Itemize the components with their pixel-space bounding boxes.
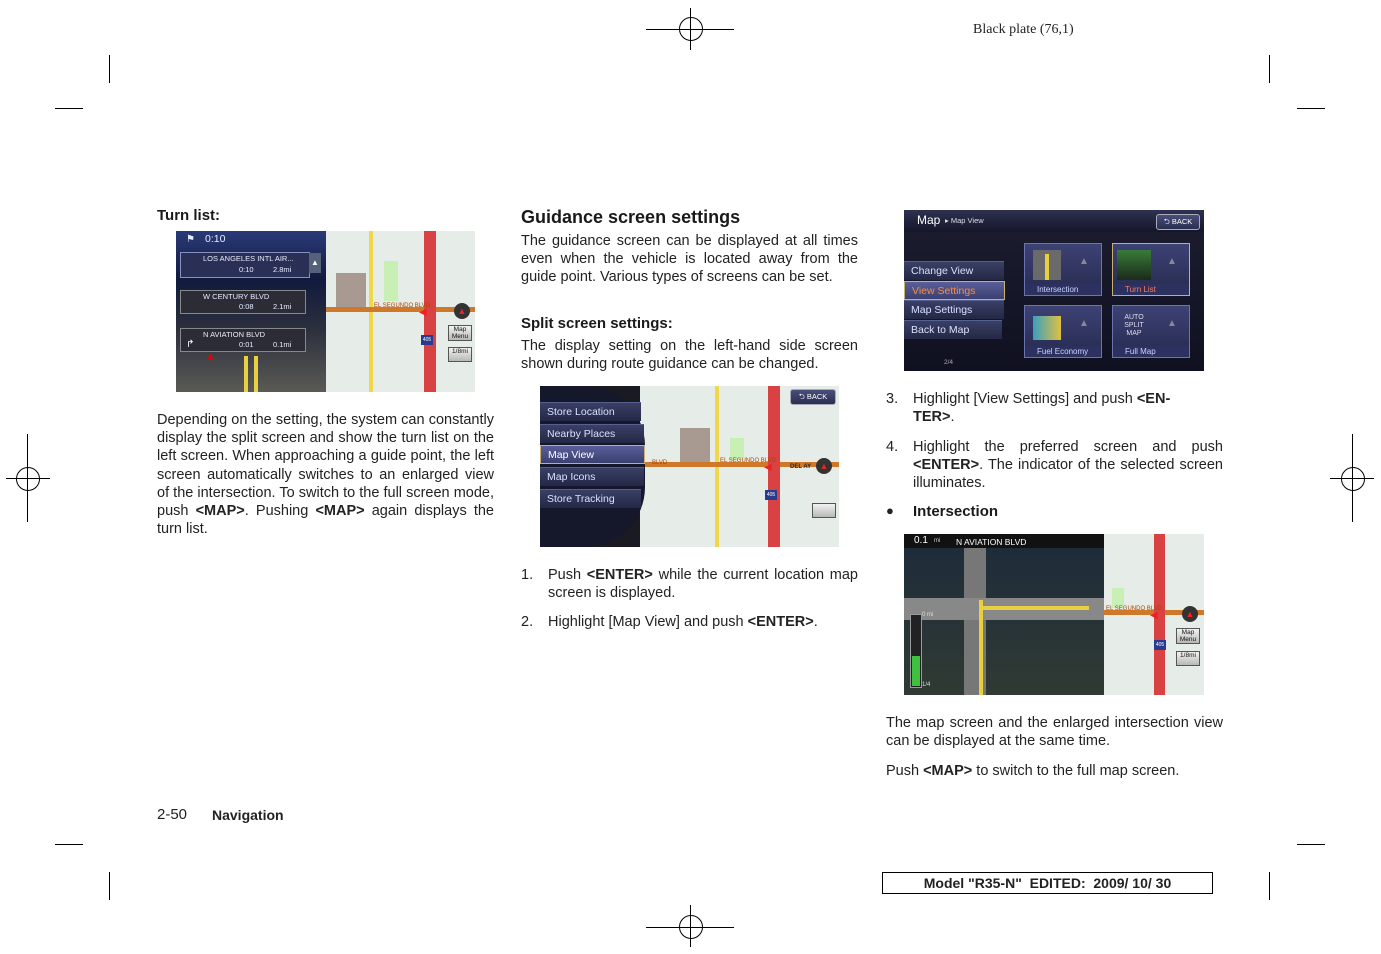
step-number: 3. (886, 391, 899, 407)
compass-icon: ▲ (1167, 318, 1177, 329)
crop-mark (1269, 872, 1270, 900)
crop-mark (55, 844, 83, 845)
turn-arrow-icon: ↱ (186, 339, 195, 350)
menu-item-store-location[interactable]: Store Location (540, 402, 641, 421)
distance-bar (910, 614, 922, 688)
fuel-economy-thumbnail (1033, 316, 1061, 340)
vehicle-icon: ▲ (206, 351, 215, 361)
turn-list-screenshot (176, 231, 475, 392)
auto-split-label: AUTO SPLIT MAP (1124, 314, 1144, 337)
vehicle-icon: ◀ (764, 462, 772, 473)
road-label: EL SEGUNDO BLVD (720, 458, 777, 464)
compass-icon[interactable]: ▲ (1182, 606, 1198, 622)
turn-row-name: W CENTURY BLVD (203, 292, 270, 301)
map-menu-button[interactable]: Map Menu (1176, 628, 1200, 644)
step-3 (886, 390, 1223, 430)
step-text: Highlight the preferred screen and push <ENTER>. The indicator of the selected screen illuminates. (913, 439, 1223, 492)
compass-icon: ▲ (1079, 318, 1089, 329)
scale-button[interactable]: 1/8mi (448, 347, 472, 362)
guidance-heading: Guidance screen settings (521, 207, 741, 227)
tile-label: Turn List (1113, 284, 1189, 295)
total-time: 0:10 (205, 233, 226, 245)
page-indicator: 2/4 (944, 359, 954, 366)
back-icon: ⮌ (798, 392, 805, 401)
screen-subtitle: Map View (950, 216, 984, 225)
tile-label: Full Map (1113, 346, 1189, 357)
registration-mark (16, 467, 40, 491)
distance-unit: mi (934, 538, 941, 544)
edit-info (882, 872, 1213, 894)
map-area[interactable] (640, 386, 839, 547)
registration-mark (679, 17, 703, 41)
back-label: BACK (1171, 217, 1193, 226)
map-area[interactable] (326, 231, 475, 392)
step-text: Highlight [View Settings] and push <EN- TER>. (913, 391, 1171, 426)
compass-icon: ▲ (1167, 256, 1177, 267)
tile-label: Intersection (1025, 284, 1101, 295)
turn-list-paragraph: Depending on the setting, the system can constantly display the split screen and show the turn list on the left screen. When approaching a guide point, the left screen automatically switches to an enlarged view of the intersection. To switch to the full screen mode, push <MAP>. Pushing <MAP> again displays the turn list. (157, 412, 494, 538)
tile-intersection[interactable] (1024, 243, 1102, 296)
intersection-screenshot (904, 534, 1204, 695)
scroll-up-icon[interactable]: ▲ (309, 253, 321, 273)
step-2 (521, 613, 858, 633)
step-number: 4. (886, 439, 899, 455)
intersection-thumbnail (1033, 250, 1061, 280)
turn-list-heading: Turn list: (157, 207, 221, 224)
map-area[interactable] (1104, 534, 1204, 695)
menu-item-change-view[interactable]: Change View (904, 261, 1004, 280)
interstate-shield: 405 (422, 337, 432, 343)
step-4 (886, 438, 1223, 494)
crop-mark (55, 108, 83, 109)
menu-item-view-settings[interactable]: View Settings (904, 281, 1005, 300)
tile-label: Fuel Economy (1025, 346, 1101, 357)
tile-fuel-economy[interactable] (1024, 305, 1102, 358)
step-text: Push <ENTER> while the current location map screen is displayed. (548, 567, 858, 602)
intersection-paragraph: The map screen and the enlarged intersection view can be displayed at the same time. (886, 715, 1223, 750)
park-area (730, 438, 744, 460)
route-arrow (979, 606, 1089, 610)
step-text: Highlight [Map View] and push <ENTER>. (548, 614, 818, 630)
registration-mark (1341, 467, 1365, 491)
tile-turn-list[interactable] (1112, 243, 1190, 296)
vehicle-icon: ◀ (419, 307, 427, 318)
split-screen-heading: Split screen settings: (521, 315, 673, 332)
scale-button[interactable] (812, 503, 836, 518)
vehicle-icon: ◀ (1150, 610, 1158, 621)
menu-item-map-icons[interactable]: Map Icons (540, 467, 644, 486)
distance-value: 0.1 (914, 535, 928, 546)
turn-list-panel (176, 231, 326, 392)
flag-icon: ⚑ (186, 234, 195, 245)
map-view-screenshot (904, 210, 1204, 371)
breadcrumb: ▸ Map View (945, 216, 984, 225)
full-map-paragraph: Push <MAP> to switch to the full map screen. (886, 763, 1180, 779)
interstate-shield: 405 (766, 492, 776, 498)
tile-full-map[interactable] (1112, 305, 1190, 358)
bullet-icon: ● (886, 503, 894, 518)
building (680, 428, 710, 466)
intersection-heading: Intersection (913, 503, 999, 520)
split-screen-intro: The display setting on the left-hand side screen shown during route guidance can be changed. (521, 338, 858, 373)
distance-bottom: 1/4 (922, 682, 931, 688)
menu-item-store-tracking[interactable]: Store Tracking (540, 489, 641, 508)
road-lane (244, 356, 248, 392)
edit-date: " EDITED: 2009/ 10/ 30 (1015, 875, 1172, 891)
street-bar (904, 534, 1104, 548)
turn-row-name: LOS ANGELES INTL AIR... (203, 254, 294, 263)
turn-row-dist: 2.8mi (273, 265, 292, 274)
road-label: EL SEGUNDO BLVD (1106, 606, 1163, 612)
back-button[interactable] (1156, 214, 1200, 230)
plate-label: Black plate (76,1) (973, 22, 1074, 37)
scale-button[interactable]: 1/8mi (1176, 651, 1200, 666)
map-menu-screenshot (540, 386, 839, 547)
menu-item-map-settings[interactable]: Map Settings (904, 300, 1004, 319)
map-menu-button[interactable]: Map Menu (448, 325, 472, 341)
road-label: EL SEGUNDO BLVD (374, 303, 431, 309)
menu-item-map-view[interactable]: Map View (540, 445, 645, 464)
park-area (1112, 588, 1124, 608)
step-1 (521, 566, 858, 606)
page-number: 2-50 (157, 806, 188, 823)
section-name: Navigation (212, 807, 284, 823)
crop-mark (109, 55, 110, 83)
compass-icon[interactable]: ▲ (816, 458, 832, 474)
crop-mark (109, 872, 110, 900)
turn-row[interactable] (180, 328, 306, 352)
turn-row-time: 0:10 (239, 265, 254, 274)
compass-icon: ▲ (1079, 256, 1089, 267)
road-label: BLVD (652, 460, 668, 466)
street-label: DEL AY (790, 464, 812, 470)
registration-mark (679, 915, 703, 939)
crop-mark (1297, 844, 1325, 845)
screen-title: Map (917, 213, 941, 227)
model-prefix: Model " (923, 875, 975, 891)
back-button[interactable] (790, 389, 836, 405)
route-arrow (979, 600, 983, 695)
building (336, 273, 366, 311)
back-icon: ⮌ (1163, 217, 1170, 226)
step-number: 2. (521, 614, 534, 630)
turn-row-time: 0:01 (239, 340, 254, 349)
turn-row[interactable] (180, 252, 310, 278)
distance-top: 0 mi (922, 612, 934, 618)
guidance-intro: The guidance screen can be displayed at all times even when the vehicle is located away from the guide point. Various types of screens can be set. (521, 233, 858, 286)
turn-list-thumbnail (1117, 250, 1151, 280)
street-name: N AVIATION BLVD (956, 537, 1027, 547)
turn-row-time: 0:08 (239, 302, 254, 311)
model-code: R35-N (974, 875, 1016, 891)
turn-row[interactable] (180, 290, 306, 314)
interstate-shield: 405 (1155, 642, 1165, 648)
crop-mark (1269, 55, 1270, 83)
compass-icon[interactable]: ▲ (454, 303, 470, 319)
step-number: 1. (521, 567, 534, 583)
back-label: BACK (806, 392, 828, 401)
menu-item-back-to-map[interactable]: Back to Map (904, 320, 1002, 339)
park-area (384, 261, 398, 301)
road-lane (254, 356, 258, 392)
turn-row-dist: 2.1mi (273, 302, 292, 311)
intersection-view (904, 548, 1104, 695)
turn-row-name: N AVIATION BLVD (203, 330, 266, 339)
title-bar (904, 210, 1204, 232)
menu-item-nearby-places[interactable]: Nearby Places (540, 424, 644, 443)
turn-row-dist: 0.1mi (273, 340, 292, 349)
crop-mark (1297, 108, 1325, 109)
